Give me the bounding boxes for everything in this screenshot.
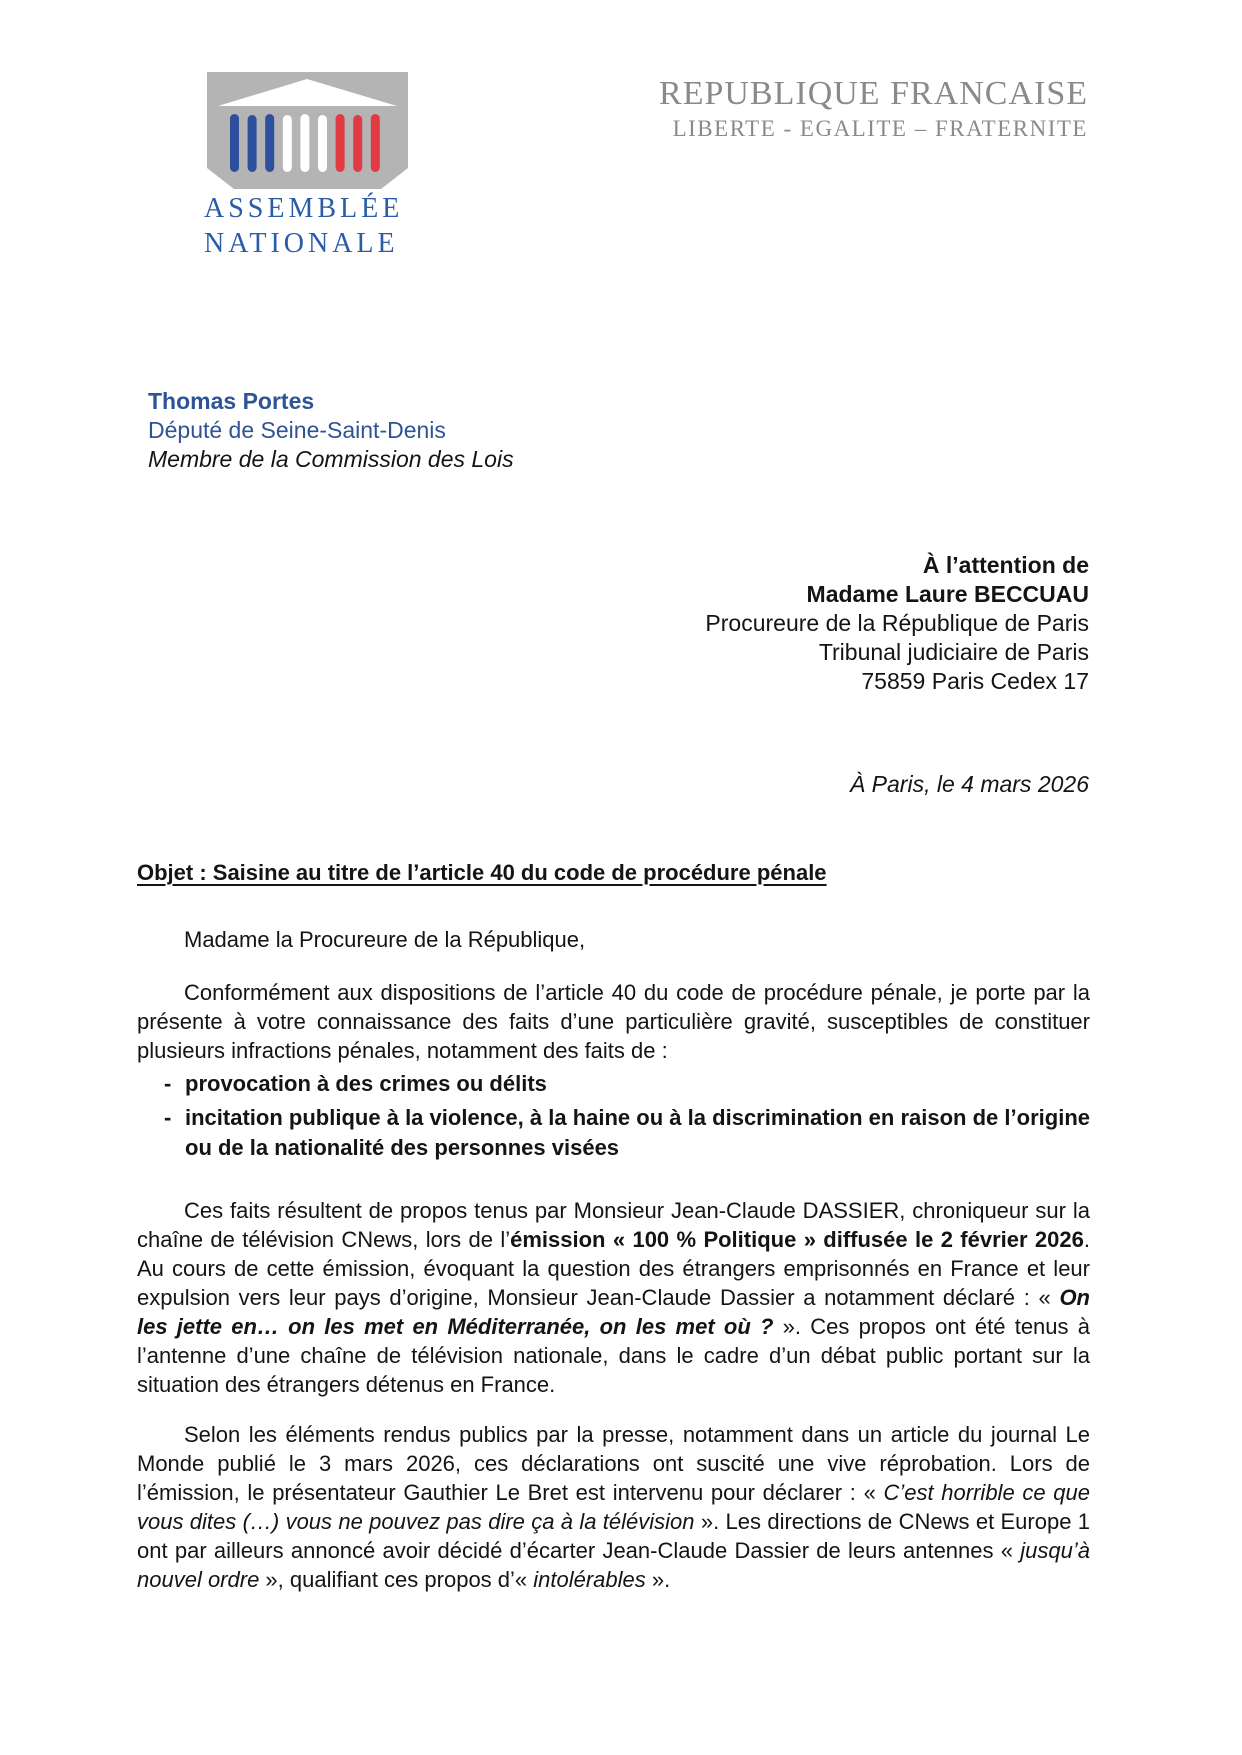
offense-list [137, 1069, 1090, 1163]
republic-motto: LIBERTE - EGALITE – FRATERNITE [672, 116, 1088, 141]
paragraph-legal-basis: Conformément aux dispositions de l’article 40 du code de procédure pénale, je porte par la présente à votre connaissance des faits d’une particulière gravité, susceptibles de constituer plusieurs infractions pénales, notamment des faits de : [137, 980, 1090, 1063]
salutation: Madame la Procureure de la République, [184, 927, 586, 952]
sender-role: Membre de la Commission des Lois [148, 446, 514, 472]
letter-body [137, 858, 1090, 1594]
press-segment: Selon les éléments rendus publics par la presse, notamment dans un article du journal Le Monde publié le 3 mars 2026, ces déclarations ont suscité une vive réprobation. Lors de l’émission, le présentateur Gauthier Le Bret est intervenu pour déclarer : « [137, 1422, 1090, 1505]
republic-header [659, 74, 1088, 144]
recipient-block [705, 551, 1089, 696]
press-segment: ». Les directions de CNews et Europe 1 ont par ailleurs annoncé avoir décidé d’écarter Jean-Claude Dassier de leurs antennes « [137, 1509, 1091, 1563]
offense-item-text: incitation publique à la violence, à la haine ou à la discrimination en raison de l’origine ou de la nationalité des personnes visées [185, 1105, 1090, 1160]
dateline: À Paris, le 4 mars 2026 [849, 771, 1089, 797]
recipient-title: Procureure de la République de Paris [705, 610, 1089, 636]
facts-segment: Ces faits résultent de propos tenus par Monsieur Jean-Claude DASSIER, chroniqueur sur la chaîne de télévision CNews, lors de l’ [137, 1198, 1090, 1252]
offense-item [137, 1069, 1090, 1099]
assemblee-nationale-emblem-icon [207, 72, 408, 189]
quote-nouvel-ordre: jusqu’à nouvel ordre [137, 1538, 1090, 1592]
logo-wordmark-line1: ASSEMBLÉE [204, 193, 404, 224]
offense-item-text: provocation à des crimes ou délits [185, 1071, 547, 1096]
recipient-name: Madame Laure BECCUAU [806, 581, 1089, 607]
paragraph-facts [137, 1196, 1090, 1399]
quote-dassier: On les jette en… on les met en Méditerranée, on les met où ? [137, 1285, 1090, 1339]
subject-line: Objet : Saisine au titre de l’article 40 du code de procédure pénale [137, 860, 827, 885]
paragraph-press [137, 1420, 1090, 1594]
press-segment: ». [651, 1567, 671, 1592]
sender-block [148, 387, 514, 474]
offense-item [137, 1103, 1090, 1163]
assemblee-nationale-logo [207, 72, 408, 189]
dash-marker: - [164, 1071, 172, 1096]
republic-title: REPUBLIQUE FRANCAISE [659, 75, 1088, 112]
quote-le-bret: C’est horrible ce que vous dites (…) vous ne pouvez pas dire ça à la télévision [137, 1480, 1090, 1534]
logo-wordmark [204, 191, 403, 261]
facts-segment-bold: émission « 100 % Politique » diffusée le 2 février 2026 [510, 1227, 1084, 1252]
facts-segment: ». Ces propos ont été tenus à l’antenne d’une chaîne de télévision nationale, dans le cadre d’un débat public portant sur la situation des étrangers détenus en France. [137, 1314, 1090, 1397]
recipient-attention: À l’attention de [922, 552, 1089, 578]
logo-wordmark-line2: NATIONALE [204, 228, 399, 259]
sender-name: Thomas Portes [148, 388, 315, 414]
press-segment: », qualifiant ces propos d’« [265, 1567, 534, 1592]
sender-title: Député de Seine-Saint-Denis [148, 417, 446, 443]
recipient-address: 75859 Paris Cedex 17 [861, 668, 1089, 694]
dash-marker: - [164, 1105, 172, 1130]
quote-intolerables: intolérables [533, 1567, 652, 1592]
recipient-court: Tribunal judiciaire de Paris [818, 639, 1089, 665]
facts-segment: . Au cours de cette émission, évoquant la question des étrangers emprisonnés en France et leur expulsion vers leur pays d’origine, Monsieur Jean-Claude Dassier a notamment déclaré : « [137, 1227, 1090, 1310]
